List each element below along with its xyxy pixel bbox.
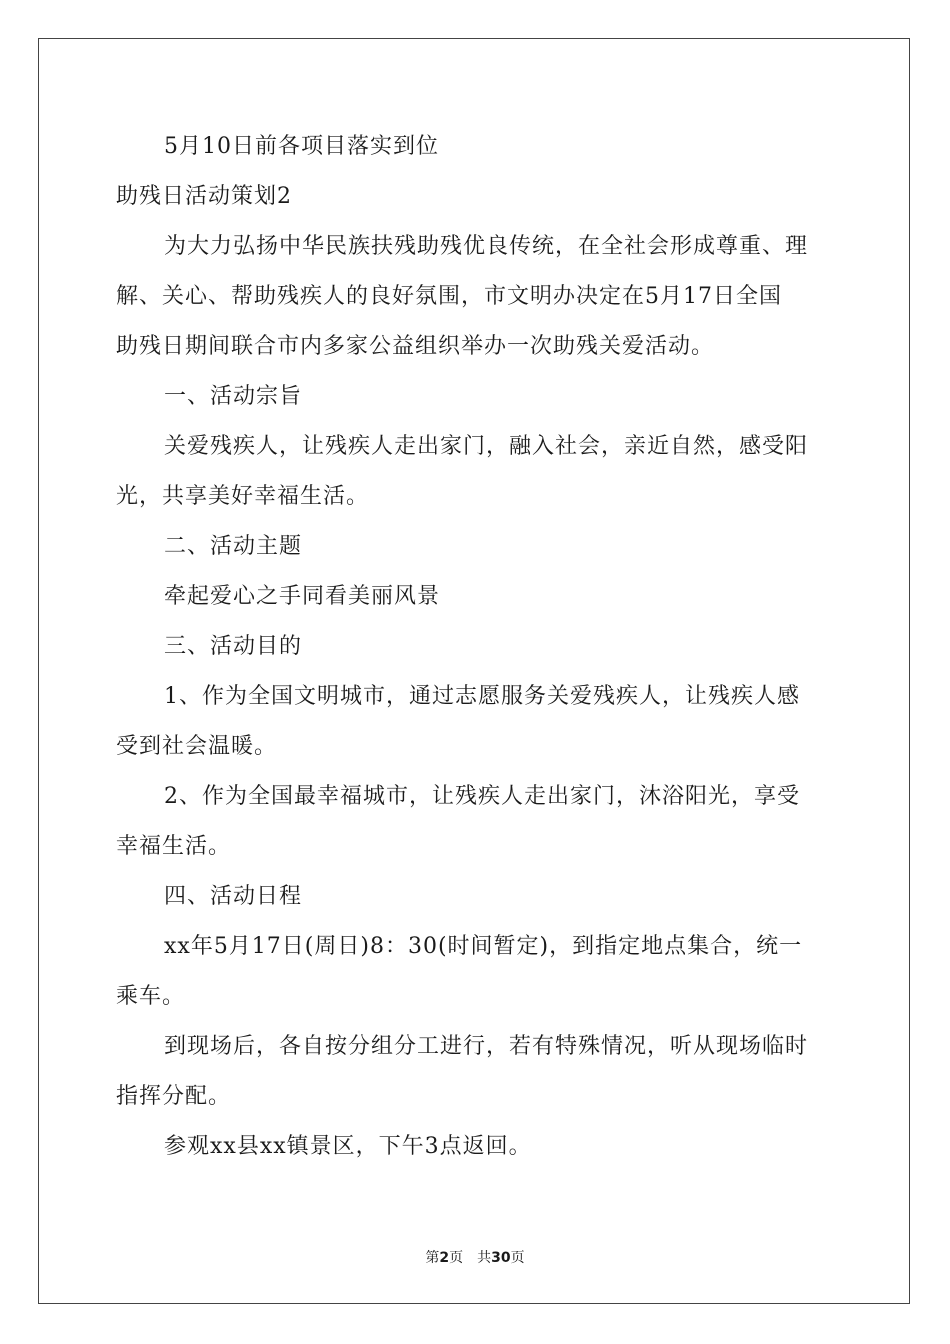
text-line: 到现场后，各自按分组分工进行，若有特殊情况，听从现场临时 xyxy=(164,1034,809,1059)
text-line: 牵起爱心之手同看美丽风景 xyxy=(164,584,441,609)
text-line: 参观xx县xx镇景区，下午3点返回。 xyxy=(164,1134,532,1159)
footer-page-suffix: 页 xyxy=(449,1250,464,1266)
page-footer xyxy=(0,1247,950,1267)
text-line: 乘车。 xyxy=(116,984,186,1009)
text-line: 指挥分配。 xyxy=(116,1084,232,1109)
text-line: 幸福生活。 xyxy=(116,834,232,859)
text-line: 二、活动主题 xyxy=(164,534,303,559)
footer-total-pages: 30 xyxy=(491,1250,511,1266)
text-line: 光，共享美好幸福生活。 xyxy=(116,484,370,509)
footer-page-prefix: 第 xyxy=(425,1250,440,1266)
text-line: 三、活动目的 xyxy=(164,634,303,659)
text-line: 助残日期间联合市内多家公益组织举办一次助残关爱活动。 xyxy=(116,334,715,359)
footer-current-page: 2 xyxy=(439,1250,450,1266)
text-line: 关爱残疾人，让残疾人走出家门，融入社会，亲近自然，感受阳 xyxy=(164,434,809,459)
text-line: 一、活动宗旨 xyxy=(164,384,303,409)
text-line: 1、作为全国文明城市，通过志愿服务关爱残疾人，让残疾人感 xyxy=(164,684,800,709)
text-line: xx年5月17日(周日)8：30(时间暂定)，到指定地点集合，统一 xyxy=(164,934,803,959)
text-line: 四、活动日程 xyxy=(164,884,303,909)
text-line: 为大力弘扬中华民族扶残助残优良传统，在全社会形成尊重、理 xyxy=(164,234,809,259)
text-line: 助残日活动策划2 xyxy=(116,184,292,209)
text-line: 解、关心、帮助残疾人的良好氛围，市文明办决定在5月17日全国 xyxy=(116,284,782,309)
footer-total-prefix: 共 xyxy=(477,1250,492,1266)
text-line: 5月10日前各项目落实到位 xyxy=(164,134,439,159)
text-line: 受到社会温暖。 xyxy=(116,734,278,759)
text-line: 2、作为全国最幸福城市，让残疾人走出家门，沐浴阳光，享受 xyxy=(164,784,800,809)
footer-total-suffix: 页 xyxy=(510,1250,525,1266)
document-body xyxy=(116,122,836,1172)
